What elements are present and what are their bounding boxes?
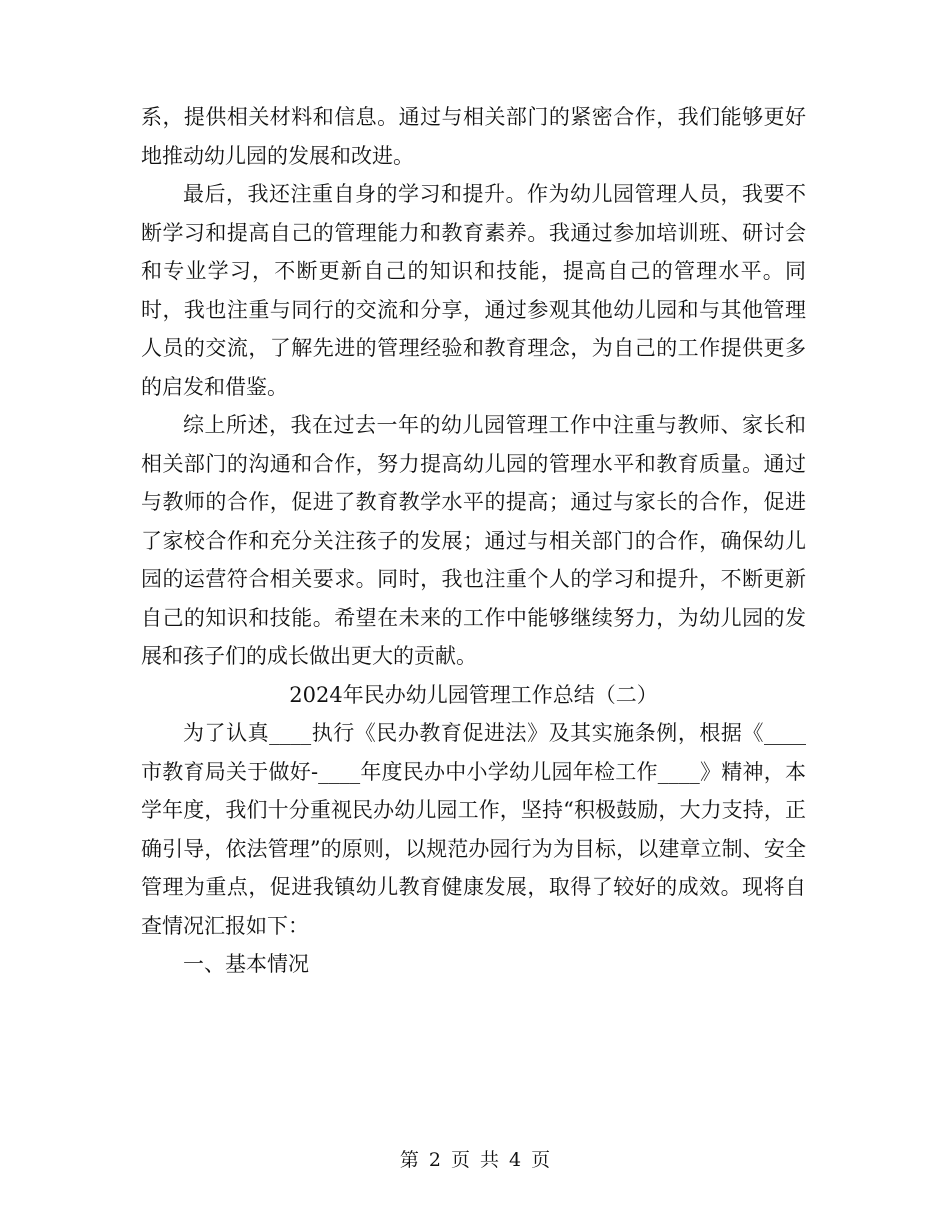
paragraph-continuation: 系，提供相关材料和信息。通过与相关部门的紧密合作，我们能够更好地推动幼儿园的发展和改进。 — [141, 105, 806, 168]
page-footer: 第 2 页 共 4 页 — [399, 1149, 551, 1171]
section-title: 2024年民办幼儿园管理工作总结（二） — [289, 682, 658, 707]
paragraph-self-improvement: 最后，我还注重自身的学习和提升。作为幼儿园管理人员，我要不断学习和提高自己的管理能力和教育素养。我通过参加培训班、研讨会和专业学习，不断更新自己的知识和技能，提高自己的管理水平。同时，我也注重与同行的交流和分享，通过参观其他幼儿园和与其他管理人员的交流，了解先进的管理经验和教育理念，为自己的工作提供更多的启发和借鉴。 — [141, 182, 806, 399]
paragraph-summary: 综上所述，我在过去一年的幼儿园管理工作中注重与教师、家长和相关部门的沟通和合作，努力提高幼儿园的管理水平和教育质量。通过与教师的合作，促进了教育教学水平的提高；通过与家长的合作，促进了家校合作和充分关注孩子的发展；通过与相关部门的合作，确保幼儿园的运营符合相关要求。同时，我也注重个人的学习和提升，不断更新自己的知识和技能。希望在未来的工作中能够继续努力，为幼儿园的发展和孩子们的成长做出更大的贡献。 — [141, 413, 806, 668]
paragraph-intro: 为了认真____执行《民办教育促进法》及其实施条例，根据《____市教育局关于做好-____年度民办中小学幼儿园年检工作____》精神，本学年度，我们十分重视民办幼儿园工作，坚持“积极鼓励，大力支持，正确引导，依法管理”的原则，以规范办园行为为目标，以建章立制、安全管理为重点，促进我镇幼儿教育健康发展，取得了较好的成效。现将自查情况汇报如下： — [141, 721, 806, 938]
document-body — [141, 98, 806, 984]
section-heading-basic-info: 一、基本情况 — [183, 952, 309, 976]
